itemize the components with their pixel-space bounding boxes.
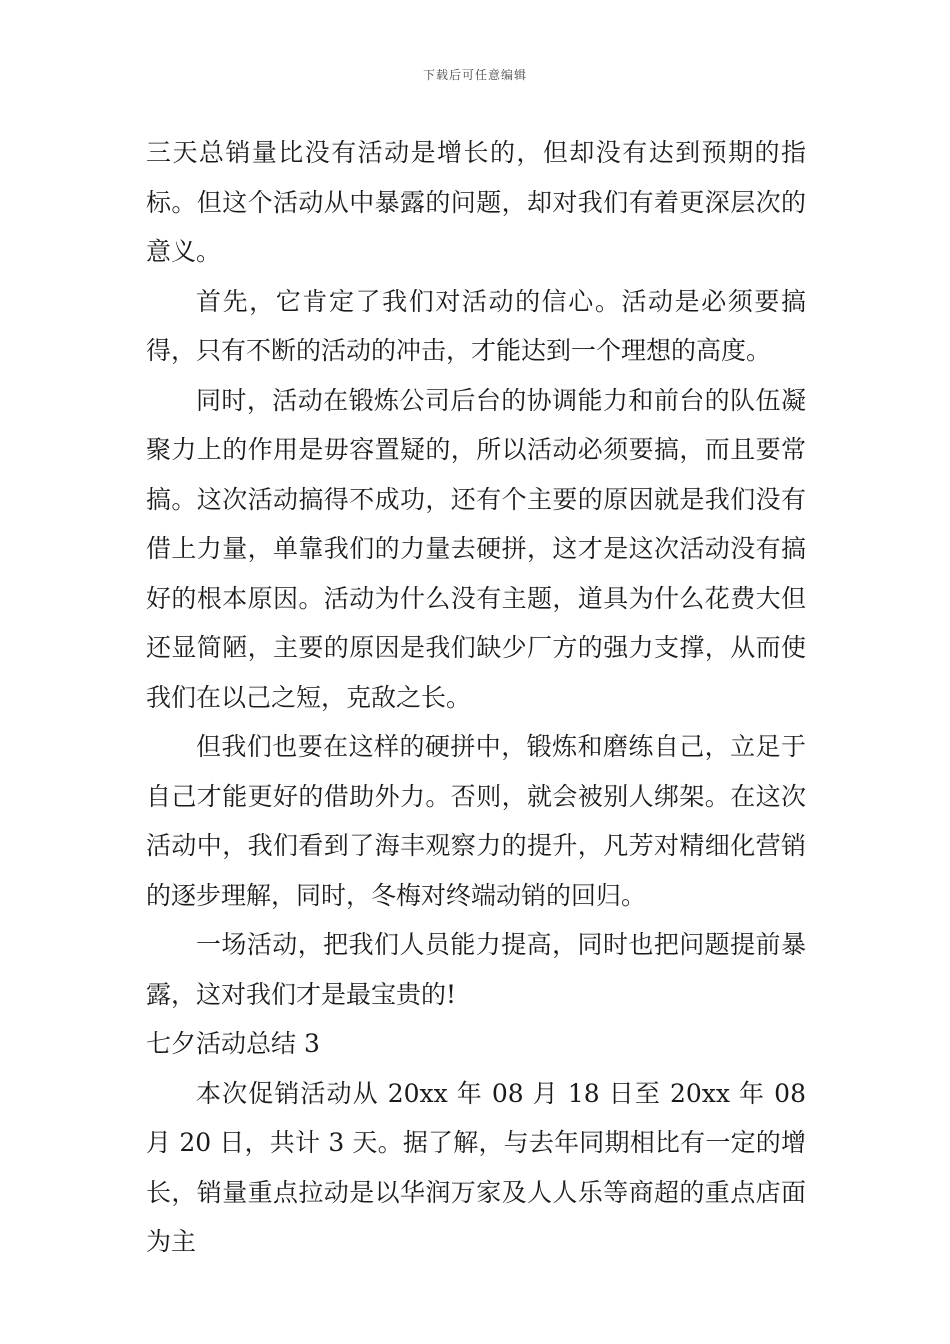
- page-header: 下载后可任意编辑: [422, 68, 527, 82]
- paragraph: 同时，活动在锻炼公司后台的协调能力和前台的队伍凝聚力上的作用是毋容置疑的，所以活动必须要搞，而且要常搞。这次活动搞得不成功，还有个主要的原因就是我们没有借上力量，单靠我们的力量去硬拼，这才是这次活动没有搞好的根本原因。活动为什么没有主题，道具为什么花费大但还显简陋，主要的原因是我们缺少厂方的强力支撑，从而使我们在以己之短，克敌之长。: [146, 385, 806, 712]
- paragraph: 本次促销活动从 20xx 年 08 月 18 日至 20xx 年 08 月 20 日，共计 3 天。据了解，与去年同期相比有一定的增长，销量重点拉动是以华润万家及人人乐等商超的重点店面为主: [146, 1078, 806, 1256]
- paragraph: 但我们也要在这样的硬拼中，锻炼和磨练自己，立足于自己才能更好的借助外力。否则，就会被别人绑架。在这次活动中，我们看到了海丰观察力的提升，凡芳对精细化营销的逐步理解，同时，冬梅对终端动销的回归。: [146, 732, 806, 910]
- paragraph: 首先，它肯定了我们对活动的信心。活动是必须要搞得，只有不断的活动的冲击，才能达到一个理想的高度。: [146, 286, 806, 365]
- section-heading: 七夕活动总结 3: [146, 1029, 320, 1058]
- paragraph: 一场活动，把我们人员能力提高，同时也把问题提前暴露，这对我们才是最宝贵的!: [146, 930, 806, 1009]
- document-body: [146, 128, 806, 1267]
- paragraph-continued: 三天总销量比没有活动是增长的，但却没有达到预期的指标。但这个活动从中暴露的问题，却对我们有着更深层次的意义。: [146, 138, 806, 266]
